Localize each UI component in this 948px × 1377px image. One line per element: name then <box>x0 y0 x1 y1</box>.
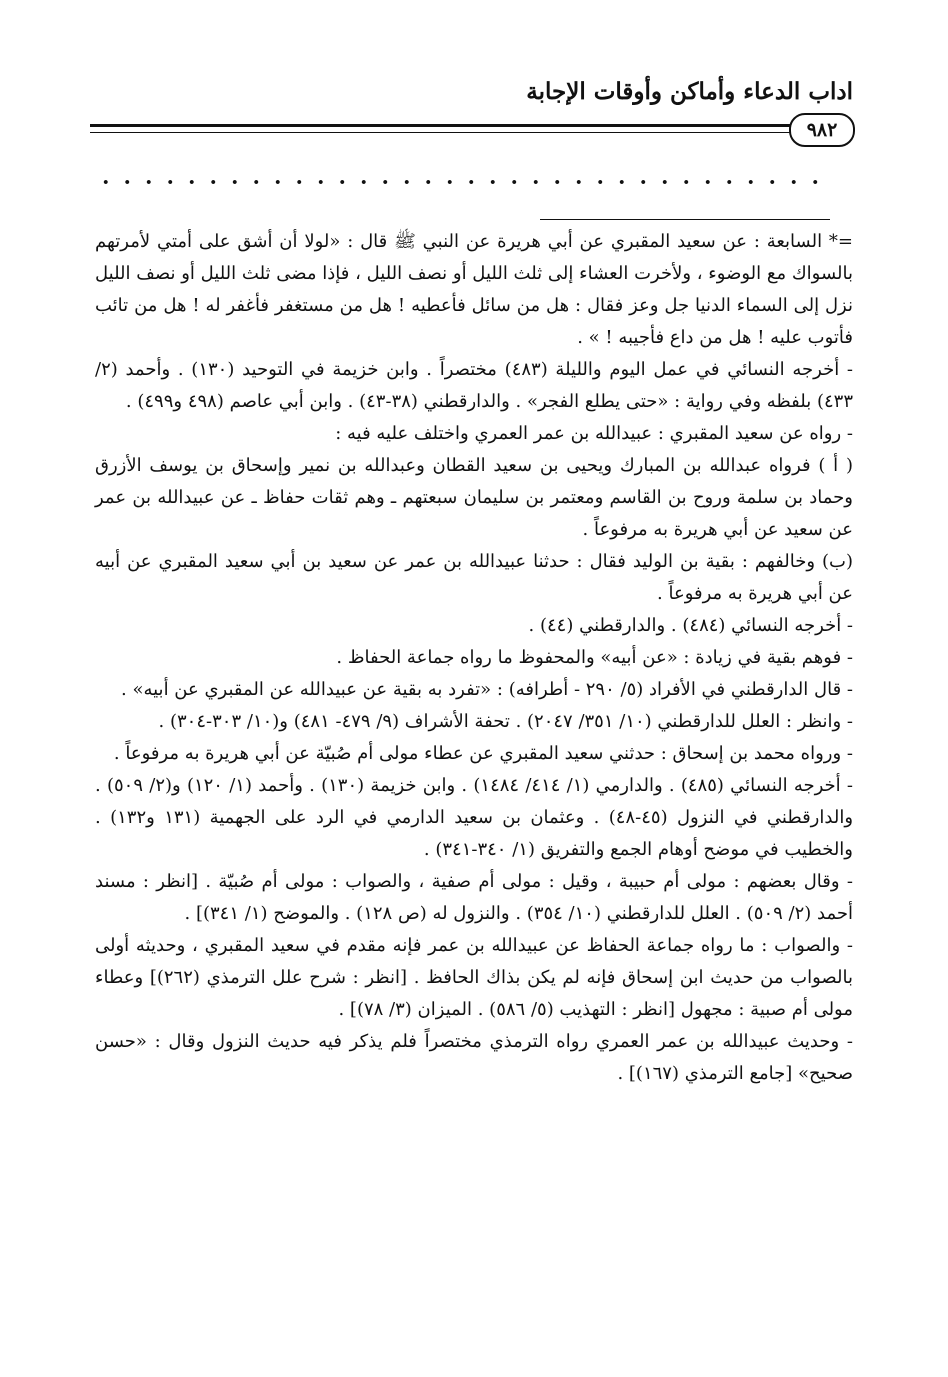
footnote-paragraph-5: (ب) وخالفهم : بقية بن الوليد فقال : حدثنا عبيدالله بن عمر عن سعيد بن أبي سعيد المقبري عن أبيه عن أبي هريرة به مرفوعاً . <box>95 551 853 604</box>
footnote-paragraph-7: - فوهم بقية في زيادة : «عن أبيه» والمحفوظ ما رواه جماعة الحفاظ . <box>336 647 853 668</box>
footnote-paragraph-13: - والصواب : ما رواه جماعة الحفاظ عن عبيدالله بن عمر فإنه مقدم في سعيد المقبري ، وحديثه أولى بالصواب من حديث ابن إسحاق فإنه لم يكن بذاك الحافظ . [انظر : شرح علل الترمذي (٢٦٢)] وعطاء مولى أم صبية : مجهول [انظر : التهذيب (٥/ ٥٨٦) . الميزان (٣/ ٧٨)] . <box>95 935 853 1020</box>
footnote-paragraph-14: - وحديث عبيدالله بن عمر العمري رواه الترمذي مختصراً فلم يذكر فيه حديث النزول وقال : «حسن صحيح» [جامع الترمذي (١٦٧)] . <box>95 1031 853 1084</box>
footnote-body <box>95 226 853 1090</box>
footnote-paragraph-11: - أخرجه النسائي (٤٨٥) . والدارمي (١/ ٤١٤/ ١٤٨٤) . وابن خزيمة (١٣٠) . وأحمد (١/ ١٢٠) و(٢/ ٥٠٩) . والدارقطني في النزول (٤٥-٤٨) . وعثمان بن سعيد الدارمي في الرد على الجهمية (١٣١ و١٣٢) . والخطيب في موضح أوهام الجمع والتفريق (١/ ٣٤٠-٣٤١) . <box>95 775 854 860</box>
header-rule-thick <box>90 124 853 127</box>
footnote-paragraph-1: =* السابعة : عن سعيد المقبري عن أبي هريرة عن النبي ﷺ قال : «لولا أن أشق على أمتي لأمرتهم بالسواك مع الوضوء ، ولأخرت العشاء إلى ثلث الليل أو نصف الليل ، فإذا مضى ثلث الليل أو نصف الليل نزل إلى السماء الدنيا جل وعز فقال : هل من سائل فأعطيه ! هل من مستغفر فأغفر له ! هل من تائب فأتوب عليه ! هل من داع فأجيبه ! » . <box>95 231 853 348</box>
footnote-paragraph-2: - أخرجه النسائي في عمل اليوم والليلة (٤٨٣) مختصراً . وابن خزيمة في التوحيد (١٣٠) . وأحمد (٢/ ٤٣٣) بلفظه وفي رواية : «حتى يطلع الفجر» . والدارقطني (٣٨-٤٣) . وابن أبي عاصم (٤٩٨ و٤٩٩) . <box>95 359 854 412</box>
dotted-separator <box>95 178 830 186</box>
footnote-paragraph-6: - أخرجه النسائي (٤٨٤) . والدارقطني (٤٤) . <box>528 615 853 636</box>
footnote-paragraph-4: ( أ ) فرواه عبدالله بن المبارك ويحيى بن سعيد القطان وعبدالله بن نمير وإسحاق بن يوسف الأزرق وحماد بن سلمة وروح بن القاسم ومعتمر بن سليمان سبعتهم ـ وهم ثقات حفاظ ـ عن عبيدالله بن عمر عن سعيد عن أبي هريرة به مرفوعاً . <box>95 455 853 540</box>
footnote-paragraph-10: - ورواه محمد بن إسحاق : حدثني سعيد المقبري عن عطاء مولى أم صُبيّة عن أبي هريرة به مرفوعاً . <box>113 743 853 764</box>
footnote-paragraph-12: - وقال بعضهم : مولى أم حبيبة ، وقيل : مولى أم صفية ، والصواب : مولى أم صُبيّة . [انظر : مسند أحمد (٢/ ٥٠٩) . العلل للدارقطني (١٠/ ٣٥٤) . والنزول له (ص ١٢٨) . والموضح (١/ ٣٤١)] . <box>95 871 853 924</box>
footnote-separator-rule <box>540 219 830 220</box>
running-header-title: اداب الدعاء وأماكن وأوقات الإجابة <box>526 78 853 105</box>
footnote-paragraph-9: - وانظر : العلل للدارقطني (١٠/ ٣٥١/ ٢٠٤٧) . تحفة الأشراف (٩/ ٤٧٩- ٤٨١) و(١٠/ ٣٠٣-٣٠٤) . <box>158 711 853 732</box>
footnote-paragraph-3: - رواه عن سعيد المقبري : عبيدالله بن عمر العمري واختلف عليه فيه : <box>335 423 853 444</box>
footnote-paragraph-8: - قال الدارقطني في الأفراد (٥/ ٢٩٠ - أطرافه) : «تفرد به بقية عن عبيدالله عن المقبري عن أبيه» . <box>121 679 853 700</box>
header-rule-thin <box>90 132 790 133</box>
page-number-badge: ٩٨٢ <box>789 113 855 147</box>
